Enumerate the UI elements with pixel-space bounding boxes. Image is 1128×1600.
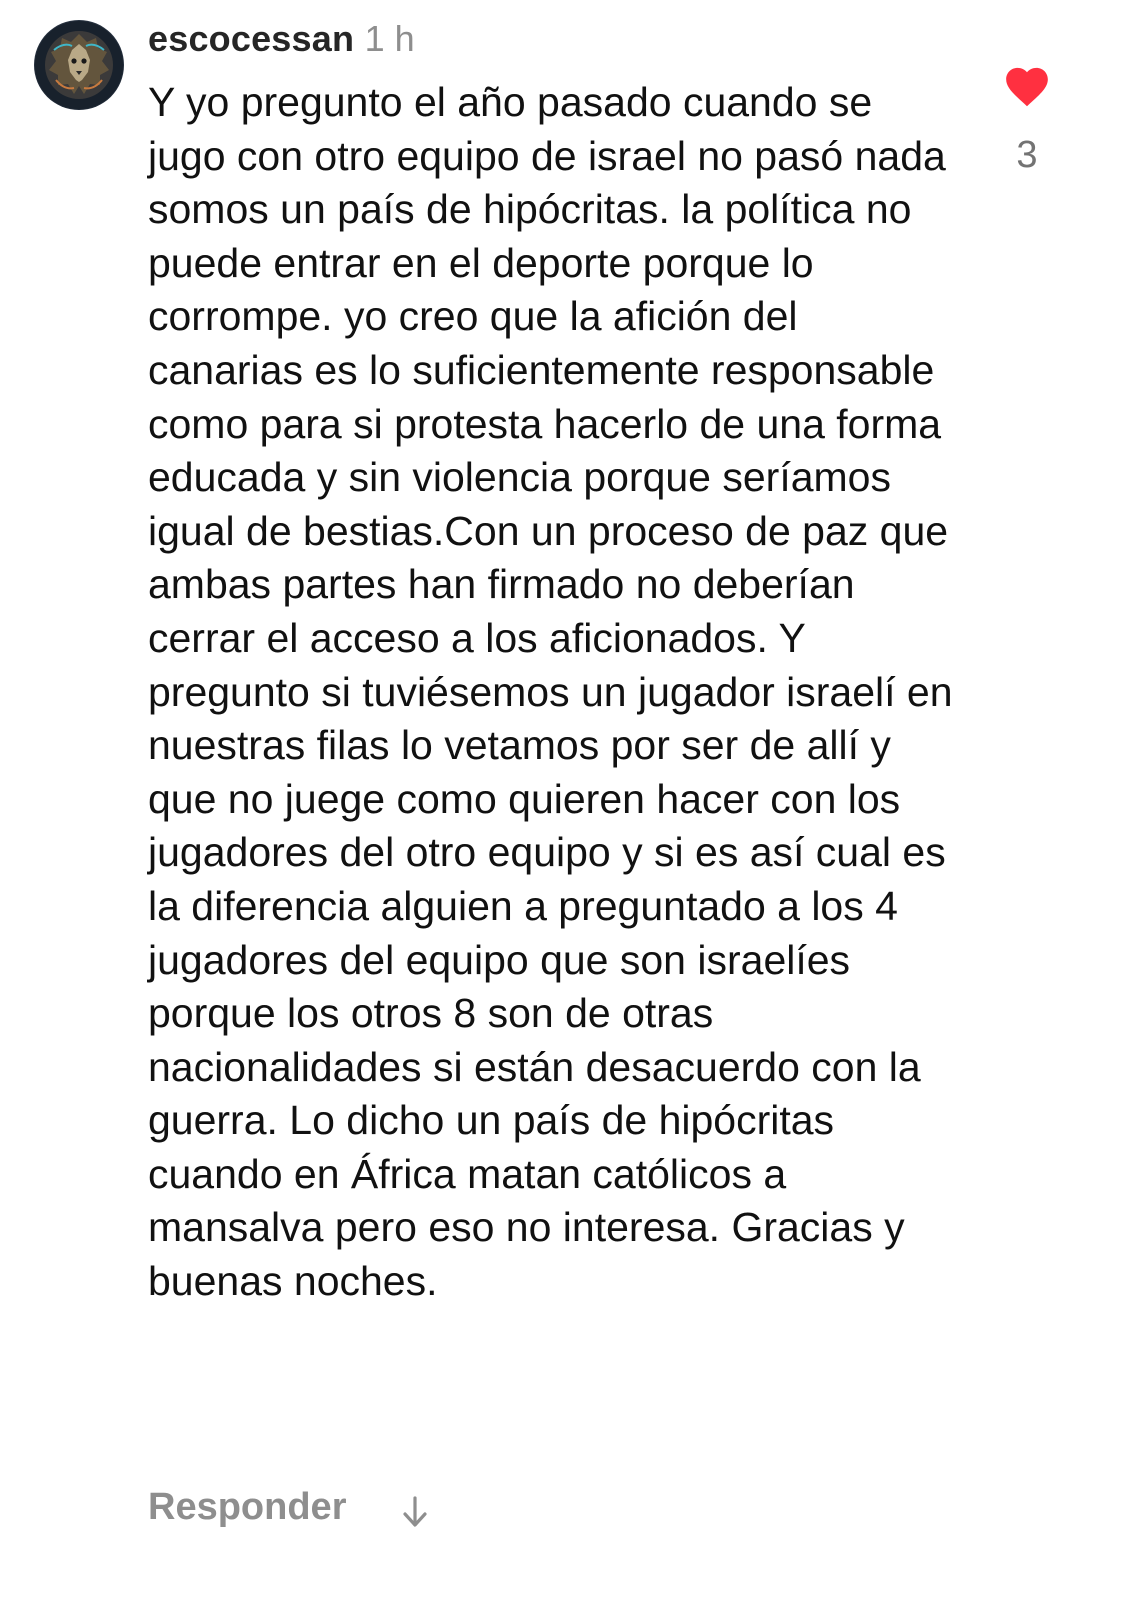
like-count: 3 [1016,134,1038,176]
reply-button[interactable]: Responder [148,1486,347,1528]
comment-text: Y yo pregunto el año pasado cuando se jugo con otro equipo de israel no pasó nada somos un país de hipócritas. la política no puede entrar en el deporte porque lo corrompe. yo creo que la afición del canarias es lo suficientemente responsable como para si protesta hacerlo de una forma educada y sin violencia porque seríamos igual de bestias.Con un proceso de paz que ambas partes han firmado no deberían cerrar el acceso a los aficionados. Y pregunto si tuviésemos un jugador israelí en nuestras filas lo vetamos por ser de allí y que no juege como quieren hacer con los jugadores del otro equipo y si es así cual es la diferencia alguien a preguntado a los 4 jugadores del equipo que son israelíes porque los otros 8 son de otras nacionalidades si están desacuerdo con la guerra. Lo dicho un país de hipócritas cuando en África matan católicos a mansalva pero eso no interesa. Gracias y buenas noches. [148,79,953,1305]
heart-filled-icon [1002,62,1052,108]
lion-avatar-icon [34,20,124,110]
like-button[interactable] [1002,62,1052,108]
username-link[interactable]: escocessan [148,18,355,59]
comment-header [148,18,415,68]
user-avatar[interactable] [34,20,124,110]
comment-actions [148,1486,346,1536]
arrow-down-icon[interactable] [400,1492,430,1532]
comment-timestamp: 1 h [364,18,415,59]
